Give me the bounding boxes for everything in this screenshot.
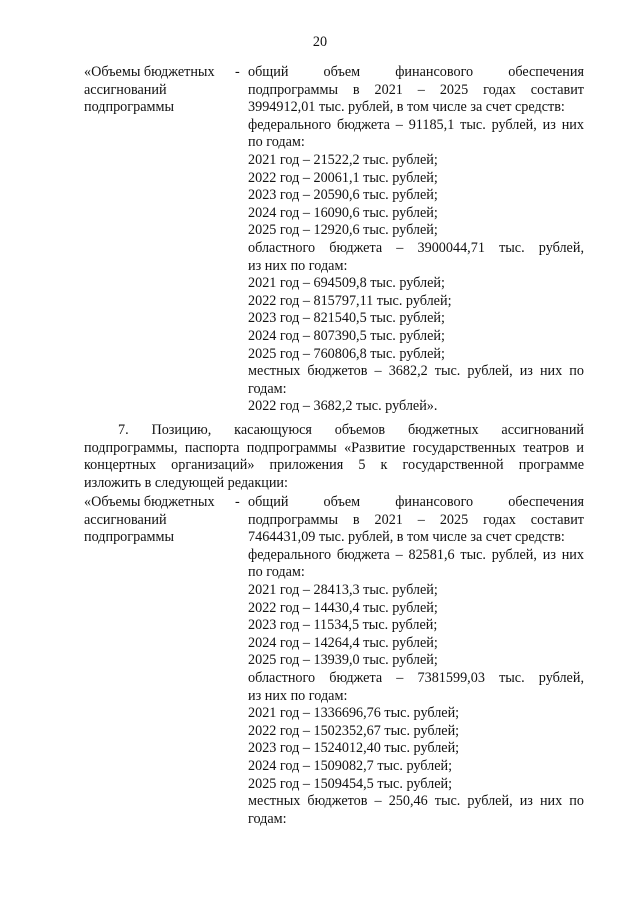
label-line: ассигнований: [84, 511, 167, 528]
text-line: федерального бюджета – 91185,1 тыс. рублей, из них: [248, 116, 584, 133]
paragraph-line: концертных организаций» приложения 5 к государственной программе: [84, 457, 584, 474]
block-1-label: [84, 64, 234, 117]
text-line: 3994912,01 тыс. рублей, в том числе за счет средств:: [248, 99, 565, 116]
block-2-label: [84, 494, 234, 547]
text-line: 2021 год – 694509,8 тыс. рублей;: [248, 275, 445, 292]
text-line: областного бюджета – 7381599,03 тыс. рублей,: [248, 669, 584, 686]
text-line: 2023 год – 821540,5 тыс. рублей;: [248, 310, 445, 327]
text-line: 2022 год – 3682,2 тыс. рублей».: [248, 398, 438, 415]
text-line: общий объем финансового обеспечения: [248, 494, 584, 510]
paragraph-7: [84, 422, 584, 492]
text-line: 7464431,09 тыс. рублей, в том числе за счет средств:: [248, 529, 565, 546]
text-line: 2022 год – 20061,1 тыс. рублей;: [248, 169, 438, 186]
page-number: 20: [312, 34, 328, 50]
text-line: 2025 год – 1509454,5 тыс. рублей;: [248, 775, 453, 792]
text-line: 2023 год – 20590,6 тыс. рублей;: [248, 187, 438, 204]
block-1-content: [248, 64, 584, 416]
text-line: федерального бюджета – 82581,6 тыс. рублей, из них: [248, 546, 584, 563]
text-line: 2022 год – 14430,4 тыс. рублей;: [248, 599, 438, 616]
text-line: годам:: [248, 380, 287, 397]
dash-separator: -: [235, 494, 240, 510]
text-line: местных бюджетов – 250,46 тыс. рублей, из них по: [248, 793, 584, 810]
text-line: 2021 год – 1336696,76 тыс. рублей;: [248, 705, 460, 722]
text-line: 2025 год – 760806,8 тыс. рублей;: [248, 345, 445, 362]
label-line: ассигнований: [84, 81, 167, 98]
text-line: годам:: [248, 810, 287, 827]
dash-separator: -: [235, 64, 240, 80]
text-line: из них по годам:: [248, 687, 348, 704]
text-line: 2024 год – 16090,6 тыс. рублей;: [248, 204, 438, 221]
label-line: подпрограммы: [84, 529, 174, 546]
text-line: по годам:: [248, 564, 305, 581]
label-line: «Объемы бюджетных: [84, 494, 215, 510]
text-line: 2024 год – 807390,5 тыс. рублей;: [248, 327, 445, 344]
block-2-content: [248, 494, 584, 828]
paragraph-line: подпрограммы, паспорта подпрограммы «Развитие государственных театров и: [84, 439, 584, 456]
text-line: общий объем финансового обеспечения: [248, 64, 584, 80]
text-line: по годам:: [248, 134, 305, 151]
text-line: 2022 год – 815797,11 тыс. рублей;: [248, 292, 452, 309]
text-line: 2023 год – 11534,5 тыс. рублей;: [248, 617, 438, 634]
text-line: 2023 год – 1524012,40 тыс. рублей;: [248, 740, 460, 757]
text-line: 2025 год – 12920,6 тыс. рублей;: [248, 222, 438, 239]
text-line: 2021 год – 21522,2 тыс. рублей;: [248, 151, 438, 168]
paragraph-line: 7. Позицию, касающуюся объемов бюджетных ассигнований: [118, 422, 584, 438]
paragraph-line: изложить в следующей редакции:: [84, 474, 288, 491]
text-line: подпрограммы в 2021 – 2025 годах составит: [248, 511, 584, 528]
text-line: 2024 год – 1509082,7 тыс. рублей;: [248, 757, 453, 774]
text-line: подпрограммы в 2021 – 2025 годах составит: [248, 81, 584, 98]
label-line: подпрограммы: [84, 99, 174, 116]
text-line: 2024 год – 14264,4 тыс. рублей;: [248, 634, 438, 651]
text-line: 2021 год – 28413,3 тыс. рублей;: [248, 581, 438, 598]
label-line: «Объемы бюджетных: [84, 64, 215, 80]
text-line: 2025 год – 13939,0 тыс. рублей;: [248, 652, 438, 669]
text-line: из них по годам:: [248, 257, 348, 274]
text-line: 2022 год – 1502352,67 тыс. рублей;: [248, 722, 460, 739]
text-line: областного бюджета – 3900044,71 тыс. рублей,: [248, 239, 584, 256]
text-line: местных бюджетов – 3682,2 тыс. рублей, из них по: [248, 363, 584, 380]
